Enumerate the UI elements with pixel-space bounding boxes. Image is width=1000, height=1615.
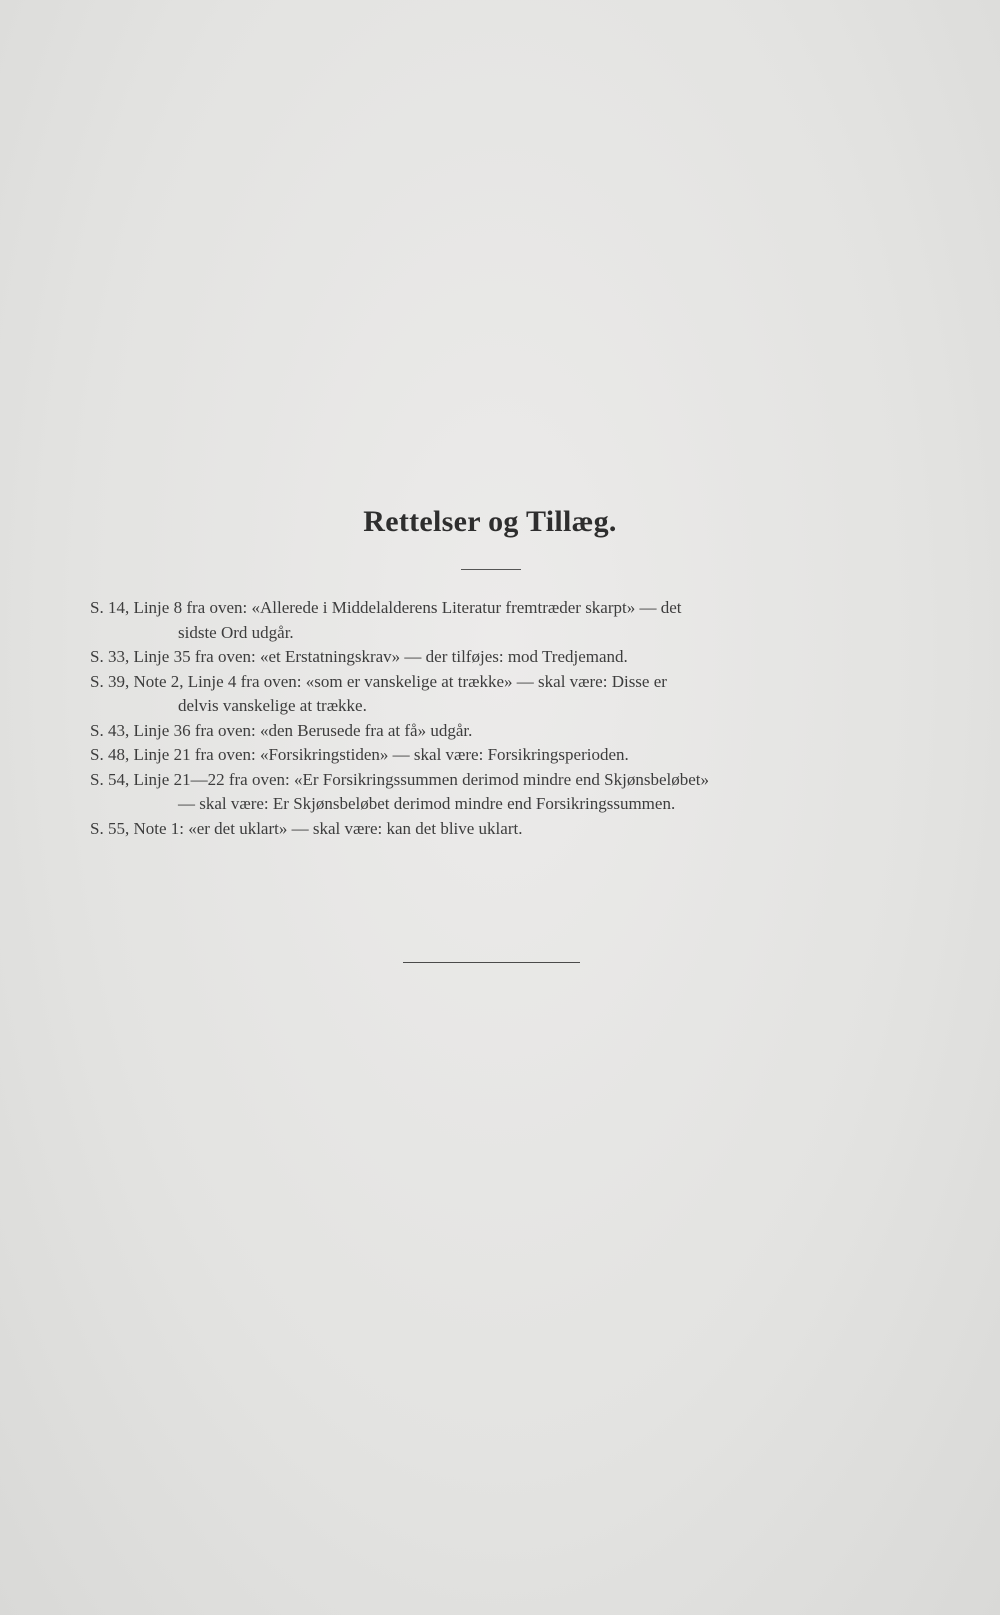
correction-entry [90, 817, 896, 842]
correction-entry [90, 719, 896, 744]
correction-line: S. 33, Linje 35 fra oven: «et Erstatningskrav» — der tilføjes: mod Tredjemand. [90, 647, 628, 666]
title-divider [461, 569, 521, 570]
correction-line: S. 39, Note 2, Linje 4 fra oven: «som er vanskelige at trække» — skal være: Disse er [90, 671, 667, 691]
correction-entry [90, 670, 896, 719]
correction-entry [90, 645, 896, 670]
page-title: Rettelser og Tillæg. [363, 505, 617, 538]
correction-continuation: sidste Ord udgår. [178, 622, 294, 642]
correction-continuation: delvis vanskelige at trække. [178, 696, 367, 715]
correction-entry [90, 768, 896, 817]
correction-entry [90, 743, 896, 768]
correction-line: S. 54, Linje 21—22 fra oven: «Er Forsikringssummen derimod mindre end Skjønsbeløbet» [90, 769, 710, 789]
correction-line: S. 43, Linje 36 fra oven: «den Berusede fra at få» udgår. [90, 720, 473, 740]
corrections-list [90, 596, 896, 841]
correction-line: S. 55, Note 1: «er det uklart» — skal være: kan det blive uklart. [90, 818, 523, 838]
closing-divider [403, 962, 580, 963]
correction-line: S. 14, Linje 8 fra oven: «Allerede i Middelalderens Literatur fremtræder skarpt» — det [90, 598, 682, 617]
correction-entry [90, 596, 896, 645]
correction-continuation: — skal være: Er Skjønsbeløbet derimod mindre end Forsikringssummen. [178, 794, 676, 813]
correction-line: S. 48, Linje 21 fra oven: «Forsikringstiden» — skal være: Forsikringsperioden. [90, 745, 629, 764]
